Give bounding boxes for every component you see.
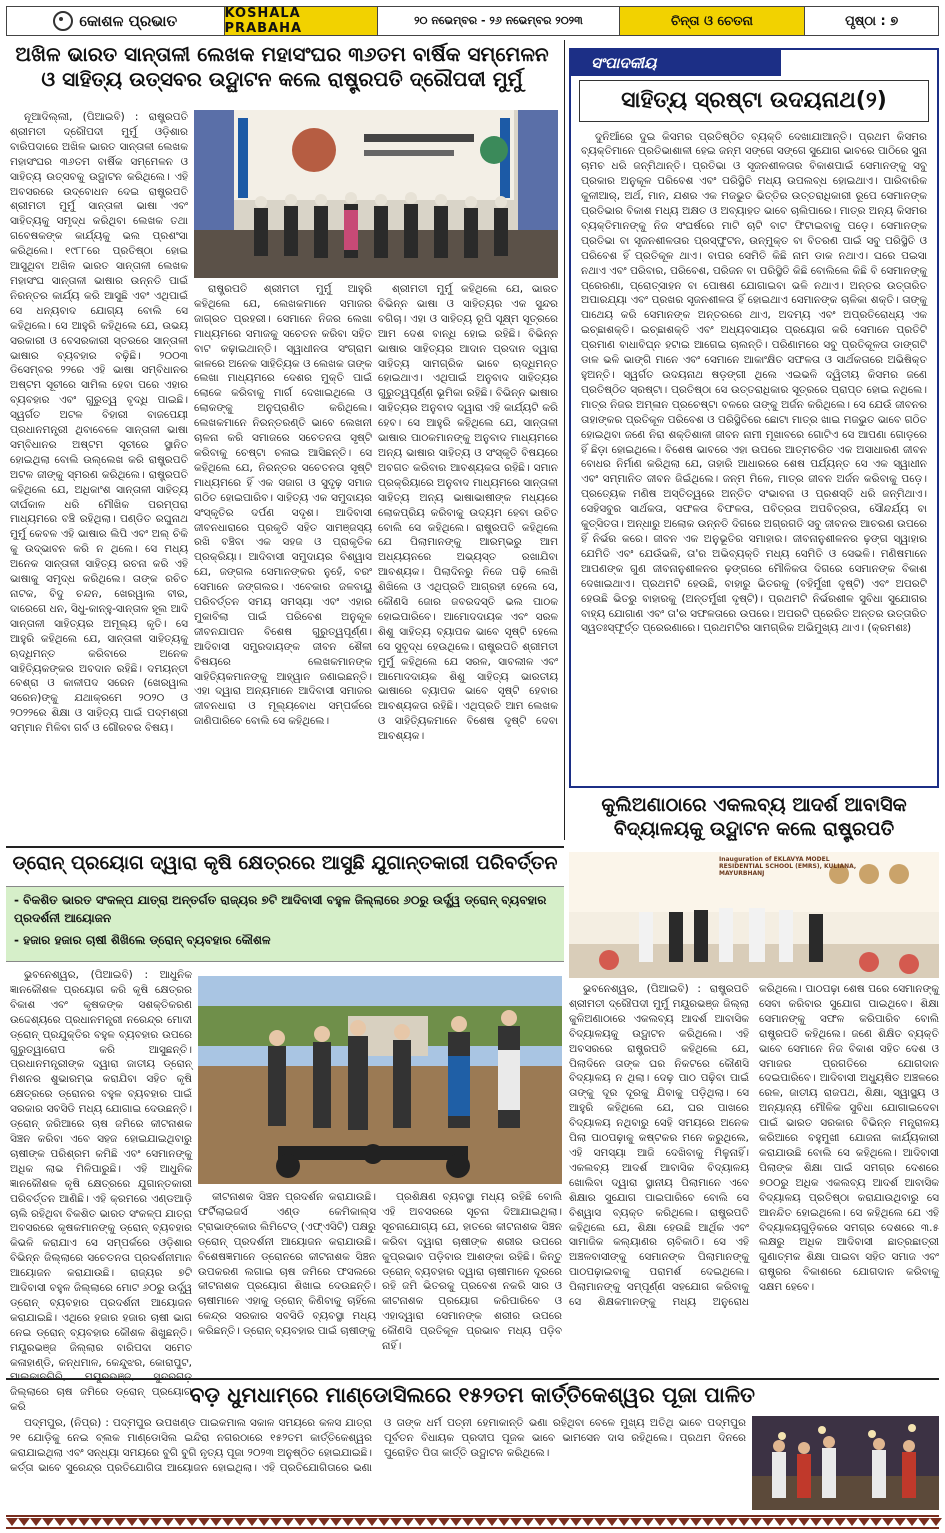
story1-headline: ଅଖିଳ ଭାରତ ସାନ୍ତାଳୀ ଲେଖକ ମହାସଂଘର ୩୬ତମ ବାର୍ଷିକ ସମ୍ମେଳନ ଓ ସାହିତ୍ୟ ଉତ୍ସବର ଉଦ୍ଘାଟନ କଲେ ରାଷ୍ଟ୍ରପତି ଦ୍ରୌପଦୀ ମୁର୍ମୁ (15, 42, 549, 91)
story3-bullet-1: - ବିକଶିତ ଭାରତ ସଂକଳ୍ପ ଯାତ୍ରା ଅନ୍ତର୍ଗତ ରାଜ୍ୟର ୭ଟି ଆଦିବାସୀ ବହୁଳ ଜିଲ୍ଲାରେ ୬୦ରୁ ଉର୍ଦ୍ଧ୍ୱ ଡ୍ରୋନ୍ ବ୍ୟବହାର ପ୍ରଦର୍ଶନୀ ଆୟୋଜନ (14, 893, 547, 925)
masthead-logo (7, 7, 225, 35)
story2-headline: କୁଲିଅଣାଠାରେ ଏକଲବ୍ୟ ଆଦର୍ଶ ଆବାସିକ ବିଦ୍ୟାଳୟକୁ ଉଦ୍ଘାଟନ କଲେ ରାଷ୍ଟ୍ରପତି (601, 794, 907, 840)
photo-banner-text: Inauguration of EKLAVYA MODEL RESIDENTIAL SCHOOL (EMRS), KULIANA, MAYURBHANJ (719, 856, 857, 878)
literary-festival-photo (194, 110, 558, 278)
editorial-box (569, 48, 939, 788)
story3-col2-text: କୀଟନାଶକ ସିଞ୍ଚନ ପ୍ରଦର୍ଶନ କରାଯାଉଛି। ଫର୍ଟିଲାଇଜର୍ସ ଏଣ୍ଡ କେମିକାଲ୍ସ ଟ୍ରାଭାଙ୍କୋର ଲିମିଟେଡ୍ (ଏଫ୍ଏସିଟି) ପକ୍ଷରୁ ଡ୍ରୋନ୍ ପ୍ରଦର୍ଶନୀ ଆୟୋଜନ କରାଯାଉଛି। ବିଶେଷଜ୍ଞମାନେ ଡ୍ରୋନରେ କୀଟନାଶକ ସିଞ୍ଚନ ଉପକରଣ ଲଗାଇ ଚାଷ ଜମିରେ ଫସଲରେ କୀଟନାଶକ ପ୍ରୟୋଗ ଶିଖାଇ ଦେଉଛନ୍ତି। ଚାଷୀମାନେ ଏହାକୁ ଡ୍ରୋନ୍ କିଣିବାକୁ ଚାହିଁଲେ କେନ୍ଦ୍ର ସରକାର ସବସିଡି ବ୍ୟବସ୍ଥା ମଧ୍ୟ କରିଛନ୍ତି। ଡ୍ରୋନ୍ ବ୍ୟବହାର ପାଇଁ ଚାଷୀଙ୍କୁ (198, 1191, 376, 1338)
story1-col2-text: ରାଷ୍ଟ୍ରପତି ଶ୍ରୀମତୀ ମୁର୍ମୁ ଆହୁରି କହିଥିଲେ ଯେ, ଲେଖକମାନେ ସମାଜର ଜାଗ୍ରତ ପ୍ରହରୀ। ସେମାନେ ନିଜର ଲେଖା ମାଧ୍ୟମରେ ସମାଜକୁ ସଚେତନ କରିବା ସହିତ ବାଟ କଢ଼ାଇଥାନ୍ତି। ସ୍ୱାଧୀନତା ସଂଗ୍ରାମ କାଳରେ ଅନେକ ସାହିତ୍ୟିକ ଓ ଲେଖକ ତାଙ୍କ ଲେଖା ମାଧ୍ୟମରେ ଦେଶର ମୁକ୍ତି ପାଇଁ ଲୋକେ କରିବାକୁ ମାର୍ଗ ଦେଖାଇଥିଲେ ଓ ଲୋକଙ୍କୁ ଅନୁପ୍ରାଣିତ କରିଥିଲେ। ଲେଖକମାନେ ନିରନ୍ତରଣ୍ତି ଭାବେ ଲେଖନୀ ଚାଳନା କରି ସମାଜରେ ସଚେତନତା ସୃଷ୍ଟି କରିବାକୁ ଚେଷ୍ଟା ଚଳାଇ ଆସିଛନ୍ତି। ସେ କହିଥିଲେ ଯେ, ନିରନ୍ତର ସଚେତନତା ସୃଷ୍ଟି ମାଧ୍ୟମରେ ହିଁ ଏକ ସଜାଗ ଓ ସୁଦୃଢ଼ ସମାଜ ଗଠିତ ହୋଇପାରିବ। ସାହିତ୍ୟ ଏକ ସମୁଦାୟର ସଂସ୍କୃତିର ଦର୍ପଣ ସଦୃଶ। ଆଦିବାସୀ ଜୀବନଧାରାରେ ପ୍ରକୃତି ସହିତ ସାମଞ୍ଜସ୍ୟ ରଖି ବଞ୍ଚିବା ଏକ ସହଜ ଓ ପ୍ରାକୃତିକ ପ୍ରକ୍ରିୟା। ଆଦିବାସୀ ସମୁଦାୟର ବିଶ୍ୱାସ ଯେ, ଜଙ୍ଗଲ ସେମାନଙ୍କର ନୁହେଁ, ବରଂ ସେମାନେ ଜଙ୍ଗଲର। ଏବେକାର ଜଳବାୟୁ ପରିବର୍ତ୍ତନ ସମୟ ସମସ୍ୟା ଏବଂ ଏହାର ମୁକାବିଲା ପାଇଁ ପରିବେଶ ଅନୁକୂଳ ଜୀବନଯାପନ ବିଶେଷ ଗୁରୁତ୍ୱପୂର୍ଣ୍ଣ। ଆଦିବାସୀ ସମ୍ପ୍ରଦାୟଙ୍କ ଜୀବନ ଶୈଳୀ ବିଷୟରେ ଲେଖକମାନଙ୍କ ସାହିତ୍ୟିକମାନଙ୍କୁ ଆହ୍ୱାନ ଜଣାଇଛନ୍ତି। ଏହା ଦ୍ୱାରା ଅନ୍ୟମାନେ ଆଦିବାସୀ ସମାଜର ଜୀବନଧାରା ଓ ମୂଲ୍ୟବୋଧ ସମ୍ପର୍କରେ ଜାଣିପାରିବେ ବୋଲି ସେ କହିଥିଲେ। (194, 283, 372, 728)
story1-column-3 (378, 282, 558, 840)
story2-body: ଭୁବନେଶ୍ୱର, (ପିଆଇବି) : ରାଷ୍ଟ୍ରପତି ଶ୍ରୀମତୀ ଦ୍ରୌପଦୀ ମୁର୍ମୁ ମୟୂରଭଞ୍ଜ ଜିଲ୍ଲା କୁଳିଅଣାଠାରେ ଏକଲବ୍ୟ ଆଦର୍ଶ ଆବାସିକ ବିଦ୍ୟାଳୟକୁ ଉଦ୍ଘାଟନ କରିଥିଲେ। ଏହି ଅବସରରେ ରାଷ୍ଟ୍ରପତି କହିଥିଲେ ଯେ, ପିଲାଦିନେ ତାଙ୍କ ଘର ନିକଟରେ କୌଣସି ବିଦ୍ୟାଳୟ ନ ଥିଲା। ଦେଢ଼ ପାଠ ପଢ଼ିବା ପାଇଁ ତାଙ୍କୁ ଦୂର ଦୂରକୁ ଯିବାକୁ ପଡ଼ିଥିଲା। ସେ ଆହୁରି କହିଥିଲେ ଯେ, ଘର ପାଖରେ ବିଦ୍ୟାଳୟ ନଥିବାରୁ ସେହି ସମୟରେ ଅନେକ ପିଲା ପାଠପଢ଼ାକୁ କଷ୍ଟକର ମନେ କରୁଥିଲେ, ଏହି ସମସ୍ୟା ଆଜି ଦେଖିବାକୁ ମିଳୁନାହିଁ। ଏକଲବ୍ୟ ଆଦର୍ଶ ଆବାସିକ ବିଦ୍ୟାଳୟ ଖୋଲିବା ଦ୍ୱାରା ସ୍ଥାନୀୟ ପିଲାମାନେ ଏବେ ଶିକ୍ଷାର ସୁଯୋଗ ପାଇପାରିବେ ବୋଲି ସେ ବିଶ୍ୱାସ ବ୍ୟକ୍ତ କରିଥିଲେ। ରାଷ୍ଟ୍ରପତି କହିଥିଲେ ଯେ, ଶିକ୍ଷା ହେଉଛି ଆର୍ଥିକ ଏବଂ ସାମାଜିକ କଲ୍ୟାଣର ଚାବିକାଠି। ସେ ଏହି ଅଞ୍ଚଳବାସୀଙ୍କୁ ସେମାନଙ୍କ ପିଲାମାନଙ୍କୁ ପାଠପଢ଼ାଇବାକୁ ପରାମର୍ଶ ଦେଇଥିଲେ। ପିଲାମାନଙ୍କୁ ସମ୍ପୂର୍ଣ୍ଣ ସହଯୋଗ କରିବାକୁ ସେ ଶିକ୍ଷକମାନଙ୍କୁ ମଧ୍ୟ ଅନୁରୋଧ କରିଥିଲେ। ପାଠପଢ଼ା ଶେଷ ପରେ ସେମାନଙ୍କୁ ସେବା କରିବାର ସୁଯୋଗ ପାଇଥିବେ। ଶିକ୍ଷା ସେମାନଙ୍କୁ ସଫଳ କରିପାରିବ ବୋଲି ରାଷ୍ଟ୍ରପତି କହିଥିଲେ। ଜଣେ ଶିକ୍ଷିତ ବ୍ୟକ୍ତି ଭାବେ ସେମାନେ ନିଜ ବିକାଶ ସହିତ ଦେଶ ଓ ସମାଜର ପ୍ରଗତିରେ ଯୋଗଦାନ ଦେଇପାରିବେ। ଆଦିବାସୀ ଅଧ୍ୟୁଷିତ ଅଞ୍ଚଳରେ ରେଳ, ଜାତୀୟ ରାଜପଥ, ଶିକ୍ଷା, ସ୍ୱାସ୍ଥ୍ୟ ଓ ଅନ୍ୟାନ୍ୟ ମୌଳିକ ସୁବିଧା ଯୋଗାଇଦେବା ପାଇଁ ଭାରତ ସରକାର ବିଭିନ୍ନ ମନ୍ତ୍ରାଳୟ କରିଆରେ ବହୁମୁଖୀ ଯୋଜନା କାର୍ଯ୍ୟକାରୀ କରାଯାଉଛି ବୋଲି ସେ କହିଥିଲେ। ଆଦିବାସୀ ପିଲାଙ୍କ ଶିକ୍ଷା ପାଇଁ ସମଗ୍ର ଦେଶରେ ୭୦୦ରୁ ଅଧିକ ଏକଲବ୍ୟ ଆଦର୍ଶ ଆବାସିକ ବିଦ୍ୟାଳୟ ପ୍ରତିଷ୍ଠା କରାଯାଉଥିବାରୁ ସେ ଆନନ୍ଦିତ ହୋଇଥିଲେ। ସେ କହିଥିଲେ ଯେ ଏହି ବିଦ୍ୟାଳୟଗୁଡ଼ିକରେ ସମଗ୍ର ଦେଶରେ ୩.୫ ଲକ୍ଷରୁ ଅଧିକ ଆଦିବାସୀ ଛାତ୍ରଛାତ୍ରୀ ଗୁଣାତ୍ମକ ଶିକ୍ଷା ପାଇବା ସହିତ ସମାଜ ଏବଂ ରାଷ୍ଟ୍ରର ବିକାଶରେ ଯୋଗଦାନ କରିବାକୁ ସକ୍ଷମ ହେବେ। (569, 983, 939, 1309)
section-rule (6, 846, 564, 848)
english-name: KOSHALA PRABAHA (225, 7, 379, 35)
editorial-body: ଦୁନିଆଁରେ ଦୁଇ କିସମର ପ୍ରତିଷ୍ଠିତ ବ୍ୟକ୍ତି ଦେଖାଯାଆନ୍ତି। ପ୍ରଥମ କିସମର ବ୍ୟକ୍ତିମାନେ ପ୍ରତିଭାଶାଳୀ ହେଇ ଜନ୍ମ ସଙ୍ଗେ ସଙ୍ଗେ ସୁଯୋଗ ଭାବରେ ପାଠିରେ ସୁନା ଚାମଚ ଧରି ଜନ୍ମିଥାନ୍ତି। ପ୍ରତିଭା ଓ ସୃଜନଶୀଳତାର ବିକାଶପାଇଁ ସେମାନଙ୍କୁ ସବୁ ପ୍ରକାର ଅନୁକୂଳ ପରିବେଶ ଏବଂ ପରିସ୍ଥିତି ମଧ୍ୟ ଉପଲବ୍ଧ ହୋଇଥାଏ। ପାରିବାରିକ କୁଳୀଆର୍, ଅର୍ଥ, ମାନ, ଯଶର ଏକ ମଜଭୁତ ଭିତ୍ତିର ଉତ୍ତରାଧିକାରୀ ରୂପେ ସେମାନଙ୍କ ପ୍ରତିଭାର ବିକାଶ ମଧ୍ୟ ଅକ୍ଷତ ଓ ଅବ୍ୟାହତ ଭାବେ ଚାଲିପାରେ। ମାତ୍ର ଅନ୍ୟ କିସମର ବ୍ୟକ୍ତିମାନଙ୍କୁ ନିଜ ସଂଘର୍ଷରେ ମାଟି ଚାଟି ବାଟ ଫିଟାଇବାକୁ ପଡ଼େ। ସେମାନଙ୍କ ପ୍ରତିଭା ବା ସୃଜନଶୀଳତାର ପ୍ରସ୍ଫୁଟନ, ଉନ୍ମୁକ୍ତ ବା ବିତରଣ ପାଇଁ ସବୁ ପରିସ୍ଥିତି ଓ ପରିବେଶ ହିଁ ପ୍ରତିକୂଳ ଥାଏ। ବାପର ସେମିତି କିଛି ନାମ ଡାକ ନଥାଏ। ଘରେ ପଇସା ନଥାଏ ଏବଂ ପରିବାର, ପରିବେଶ, ପରିଜନ ବା ପରିସ୍ଥିତି କିଛି ବୋଲିଲେ କିଛି ବି ସେମାନଙ୍କୁ ପ୍ରେରଣା, ପ୍ରୋତ୍ସାହନ ବା ପୋଷଣ ଯୋଗାଇବା ଭଳି ନଥାଏ। ଅନ୍ତର ଉତ୍ତାରିତ ଅପାରଯ୍ୟା ଏବଂ ପ୍ରଖର ସୃଜନଶୀଳତା ହିଁ ହୋଇଥାଏ ସେମାନଙ୍କ ଚାଳିକା ଶକ୍ତି। ତାଙ୍କୁ ପାଥେୟ କରି ସେମାନଙ୍କ ଅନ୍ତରରେ ଥାଏ, ଅଦମ୍ୟ ଏବଂ ଅପ୍ରତିରୋଧ୍ୟ ଏକ ଇଚ୍ଛାଶକ୍ତି। ଇଚ୍ଛାଶକ୍ତି ଏବଂ ଅଧ୍ୟବସାୟର ପ୍ରୟୋଗ କରି ସେମାନେ ପ୍ରତିଟି ପ୍ରମାଣ ବାଧାବିଘ୍ନ ହଟାଇ ଆଗେଇ ଚାଲନ୍ତି। ପରିଣାମରେ ସବୁ ପ୍ରତିକୂଳତା ଡାଙ୍ଗଟି ଡାଳ ଭଳି ଭାଙ୍ଗି ମାନେ ଏବଂ ସେମାନେ ଆକାଂକ୍ଷିତ ସଫଳତା ଓ ସାର୍ଥକତାରେ ଅଭିଷିକ୍ତ ହୁଅନ୍ତି। ସ୍ୱର୍ଗତ ଉଦୟନାଥ ଷଡ଼ଙ୍ଗୀ ଥିଲେ ଏଇଭଳି ଦ୍ୱିତୀୟ କିସମର ଜଣେ ପ୍ରତିଷ୍ଠିତ ସ୍ରଷ୍ଟା। ପ୍ରତିଷ୍ଠା ସେ ଉତ୍ତରାଧିକାର ସୂତ୍ରରେ ପ୍ରାପ୍ତ ହୋଇ ନଥିଲେ। ମାତ୍ର ନିଜର ଅମ୍ଳାନ ପ୍ରଚେଷ୍ଟା ବଳରେ ତାଙ୍କୁ ଅର୍ଜନ କରିଥିଲେ। ସେ ଯେଉଁ ଜୀବନର ତାହାଙ୍କର ପ୍ରତିକୂଳ ପରିବେଶ ଓ ପରିସ୍ଥିତିରେ ଛୋଟା ମାତ୍ର ଖାଇ ମଜଭୁତ ଭାବେ ଗଠିତ ହୋଇଥିବା ଜଣେ ନିରା ଶକ୍ତିଶାଳୀ ଜୀବନ ନାମୀ ମୂଖାବରେ ଗୋଟିଏ ସେ ଆପଣା ଗୋଡ଼ରେ ହିଁ ଛିଡ଼ା ହୋଇଥିଲେ। ବିଶେଷ ଭାବରେ ଏହା ଉପରେ ଆତ୍ମଚରିତ ଏକ ଅସାଧାରଣ ଜୀବନ ବୋଧର ନିର୍ମାଣ କରିଥିଲା ଯେ, ତାହାରି ଆଧାରରେ ଶେଷ ପର୍ଯ୍ୟନ୍ତ ସେ ଏକ ସ୍ୱାଧୀନ ଏବଂ ସମ୍ମାନିତ ଜୀବନ ଜିଇଁଥିଲେ। ଜନ୍ମ ମିଳେ, ମାତ୍ର ଜୀବନ ଅର୍ଜନ କରିବାକୁ ପଡ଼େ। ପ୍ରତ୍ୟେକ ମଣିଷ ଅସ୍ତିତ୍ୱରେ ଅନ୍ତିତ ସଂଭାବନା ଓ ପ୍ରଶସ୍ତି ଧରି ଜନ୍ମିଥାଏ। ସେହିସବୁର ସାର୍ଥକତା, ସଫଳତା ବିଫଳତା, ପବିତ୍ରତା ଅପବିତ୍ରତା, ସୌନ୍ଦର୍ଯ୍ୟ ବା କୁତ୍ସିତତା। ଅନ୍ଧାରୁ ଅଲୋକ ଉନ୍ନତି ଦିଗରେ ଅଗ୍ରଗତି ସବୁ ଜୀବନର ଆଚରଣ ଉପରେ ହିଁ ନିର୍ଭର କରେ। ଜୀବନ ଏକ ଅନୁଭୂତିର ସମାହାର। ଜୀବନାନୁଶୀଳନର ଢ଼ଙ୍ଗ ସ୍ୱାହାର ଯେମିତି ଏବଂ ଯେଉଁଭଳି, ତା'ର ଅଭିବ୍ୟକ୍ତି ମଧ୍ୟ ସେମିତି ଓ ସେଭଳି। ମଣିଷମାନେ ଆପଣଙ୍କ ଗୁଣ ଜୀବନାନୁଶୀଳନର ଢ଼ଙ୍ଗରେ ମୌଳିକତା ଦିଗରେ ସେମାନଙ୍କ ବିକାଶ ଦେଖାଇଥାଏ। ପ୍ରଥମଟି ହେଉଛି, ବାହାରୁ ଭିତରକୁ (ବହିର୍ମୁଖୀ ଦୃଷ୍ଟି) ଏବଂ ଅପରଟି ହେଉଛି ଭିତରୁ ବାହାରକୁ (ଅନ୍ତର୍ମୁଖୀ ଦୃଷ୍ଟି)। ପ୍ରଥମଟି ନିର୍ଭରଶୀଳ ସୁବିଧା ସୁଯୋଗର ବାହ୍ୟ ଯୋଗାଣ ଏବଂ ତା'ର ସଫଳତାରେ ଉପରେ। ଅପରଟି ପ୍ରେରିତ ଅନ୍ତର ଉତ୍ତାରିତ ସ୍ୱତଃସ୍ଫୂର୍ତ୍ତ ପ୍ରେରଣାରେ। ପ୍ରଥମଟିର ସାମଗ୍ରିକ ଅଭିମୁଖ୍ୟ ଥାଏ। (କ୍ରମଶଃ) (581, 130, 927, 635)
story4-headline: ବଡ଼ ଧୁମଧାମ୍‌ରେ ମାଣ୍ଡୋସିଲରେ ୧୫୨ତମ କାର୍ତ୍ତିକେଶ୍ୱର ପୂଜା ପାଳିତ (190, 1383, 755, 1407)
story1-col3-text: ଶ୍ରୀମତୀ ମୁର୍ମୁ କହିଥିଲେ ଯେ, ଭାରତ ବିଭିନ୍ନ ଭାଷା ଓ ସାହିତ୍ୟର ଏକ ସୁନ୍ଦର ବଗିଚା। ଏହା ଓ ସାହିତ୍ୟ ରୂପି ସୂକ୍ଷ୍ମ ସୂତ୍ରରେ ଆମ ଦେଶ ବାନ୍ଧି ହୋଇ ରହିଛି। ବିଭିନ୍ନ ଭାଷାର ସାହିତ୍ୟର ଆଦାନ ପ୍ରଦାନ ଦ୍ୱାରା ସାହିତ୍ୟ ସାମଗ୍ରିକ ଭାବେ ଋଦ୍ଧିମନ୍ତ ହୋଇଥାଏ। ଏଥିପାଇଁ ଅନୁବାଦ ସାହିତ୍ୟର ଗୁରୁତ୍ୱପୂର୍ଣ୍ଣ ଭୂମିକା ରହିଛି। ବିଭିନ୍ନ ଭାଷାର ସାହିତ୍ୟର ଅନୁବାଦ ଦ୍ୱାରା ଏହି କାର୍ଯ୍ୟଟି କରି ହେବ। ସେ ଆହୁରି କହିଥିଲେ ଯେ, ସାନ୍ତାଳୀ ଭାଷାର ପାଠକମାନଙ୍କୁ ଅନୁବାଦ ମାଧ୍ୟମରେ ଅନ୍ୟ ଭାଷାର ସାହିତ୍ୟ ଓ ସଂସ୍କୃତି ବିଷୟରେ ଅବଗତ କରିବାର ଆବଶ୍ୟକତା ରହିଛି। ସମାନ ପ୍ରକ୍ରିୟାରେ ଅନୁବାଦ ମାଧ୍ୟମରେ ସାନ୍ତାଳୀ ସାହିତ୍ୟ ଅନ୍ୟ ଭାଷାଭାଷୀଙ୍କ ମଧ୍ୟରେ ଲୋକପ୍ରିୟ କରିବାକୁ ଉଦ୍ୟମ ହେବା ଉଚିତ ବୋଲି ସେ କହିଥିଲେ। ରାଷ୍ଟ୍ରପତି କହିଥିଲେ ଯେ ପିଲାମାନଙ୍କୁ ଆରମ୍ଭରୁ ଆମ ଅଧ୍ୟୟନରେ ଅଭ୍ୟସ୍ତ ରଖାଯିବା ଆବଶ୍ୟକ। ପିଲାଦିନରୁ ନିଜେ ପଢ଼ି ଲେଖି ଶିଖିଲେ ଓ ଏଥିପ୍ରତି ଆଗ୍ରହୀ ହେଲେ ସେ, କୌଣସି ଜୋର ଜବରଦସ୍ତି ଭଲ ପାଠକ ହୋଇପାରିବେ। ଆମୋଦଦାୟକ ଏବଂ ସରଳ ଶିଶୁ ସାହିତ୍ୟ ବ୍ୟାପକ ଭାବେ ସୃଷ୍ଟି ହେଲେ ସେ ସୁବୃଦ୍ଧ ହେଉଥିଲେ। ରାଷ୍ଟ୍ରପତି ଶ୍ରୀମତୀ ମୁର୍ମୁ କହିଥିଲେ ଯେ ସରଳ, ସାବଲୀଳ ଏବଂ ଆମୋଦଦାୟକ ଶିଶୁ ସାହିତ୍ୟ ଭାରତୀୟ ଭାଷାରେ ବ୍ୟାପକ ଭାବେ ସୃଷ୍ଟି ହେବାର ଆବଶ୍ୟକତା ରହିଛି। ଏଥିପ୍ରତି ଆମ ଲେଖକ ଓ ସାହିତ୍ୟିକମାନେ ବିଶେଷ ଦୃଷ୍ଟି ଦେବା ଆବଶ୍ୟକ। (378, 283, 558, 743)
column-divider (564, 40, 565, 840)
puja-event-photo (752, 1416, 939, 1510)
story1-column-1 (10, 110, 188, 840)
issue-date: ୨୦ ନଭେମ୍ବର - ୨୬ ନଭେମ୍ବର ୨୦୨୩ (378, 7, 619, 35)
section-name: ଚିନ୍ତା ଓ ଚେତନା (620, 7, 806, 35)
story1-col1-text: ନୂଆଦିଲ୍ଲୀ, (ପିଆଇବି) : ରାଷ୍ଟ୍ରପତି ଶ୍ରୀମତୀ ଦ୍ରୌପଦୀ ମୁର୍ମୁ ଓଡ଼ିଶାର ବାରିପଦାରେ ଅଖିଳ ଭାରତ ସାନ୍ତାଳୀ ଲେଖକ ମହାସଂଘର ୩୬ତମ ବାର୍ଷିକ ସମ୍ମେଳନ ଓ ସାହିତ୍ୟ ଉତ୍ସବକୁ ଉଦ୍ଘାଟନ କରିଥିଲେ। ଏହି ଅବସରରେ ଉଦ୍ବୋଧନ ଦେଇ ରାଷ୍ଟ୍ରପତି ଶ୍ରୀମତୀ ମୁର୍ମୁ ସାନ୍ତାଳୀ ଭାଷା ଏବଂ ସାହିତ୍ୟକୁ ସମୃଦ୍ଧ କରିଥିବା ଲେଖକ ତଥା ଗବେଷକଙ୍କ କାର୍ଯ୍ୟକୁ ଭଲ ପ୍ରଶଂସା କରିଥିଲେ। ୧୯୮୮ରେ ପ୍ରତିଷ୍ଠା ହୋଇ ଆସୁଥିବା ଅଖିଳ ଭାରତ ସାନ୍ତାଳୀ ଲେଖକ ମହାସଂଘ ସାନ୍ତାଳୀ ଭାଷାର ଉନ୍ନତି ପାଇଁ ନିରନ୍ତର କାର୍ଯ୍ୟ କରି ଆସୁଛି ଏବଂ ଏଥିପାଇଁ ସେ ଧନ୍ୟବାଦ ଯୋଗ୍ୟ ବୋଲି ସେ କହିଥିଲେ। ସେ ଆହୁରି କହିଥିଲେ ଯେ, ଉଭୟ ସରକାରୀ ଓ ବେସରକାରୀ ସ୍ତରରେ ସାନ୍ତାଳୀ ଭାଷାର ବ୍ୟବହାର ବଢ଼ିଛି। ୨୦୦୩ ଡିସେମ୍ବର ୨୨ରେ ଏହି ଭାଷା ସମ୍ବିଧାନର ଅଷ୍ଟମ ସୂଚୀରେ ସାମିଲ ହେବା ପରେ ଏହାର ବ୍ୟବହାର ଏବଂ ଗୁରୁତ୍ୱ ବୃଦ୍ଧି ପାଇଛି। ସ୍ୱର୍ଗତ ଅଟଳ ବିହାରୀ ବାଜପେୟୀ ପ୍ରଧାନମନ୍ତ୍ରୀ ଥିବାବେଳେ ସାନ୍ତାଳୀ ଭାଷା ସମ୍ବିଧାନର ଅଷ୍ଟମ ସୂଚୀରେ ସ୍ଥାନିତ ହୋଇଥିଲା ବୋଲି ଉଲ୍ଲେଖ କରି ରାଷ୍ଟ୍ରପତି ଅଟଳ ଜୀଙ୍କୁ ସ୍ମରଣ କରିଥିଲେ। ରାଷ୍ଟ୍ରପତି କହିଥିଲେ ଯେ, ଅଧିକାଂଶ ସାନ୍ତାଳୀ ସାହିତ୍ୟ ଦୀର୍ଘକାଳ ଧରି ମୌଖିକ ପରମ୍ପରା ମାଧ୍ୟମରେ ବଞ୍ଚି ରହିଥିଲା। ପଣ୍ଡିତ ରଘୁନାଥ ମୁର୍ମୁ କେବଳ ଏହି ଭାଷାର ଲିପି ଏବଂ ଅଲ୍ ଚିକି କୁ ଉଦ୍ଭାବନ କରି ନ ଥିଲେ। ସେ ମଧ୍ୟ ଅନେକ ସାନ୍ତାଳୀ ସାହିତ୍ୟ ରଚନା କରି ଏହି ଭାଷାକୁ ସମୃଦ୍ଧ କରିଥିଲେ। ତାଙ୍କ ରଚିତ ନାଟକ, ବିଦୁ ଚନ୍ଦନ, ଖେରୱାଲ ବୀର, ଦାରେଗେ ଧନ, ସିଧୁ-କାନ୍ହୁ-ସାନ୍ତାଳ ହୂଲ ଆଦି ସାନ୍ତାଳୀ ସାହିତ୍ୟର ଅମୂଲ୍ୟ କୃତି। ସେ ଆହୁରି କହିଥିଲେ ଯେ, ସାନ୍ତାଳୀ ସାହିତ୍ୟକୁ ଋଦ୍ଧିମନ୍ତ କରିବାରେ ଅନେକ ସାହିତ୍ୟିକଙ୍କର ଅବଦାନ ରହିଛି। ଦମୟନ୍ତୀ ବେଶ୍ରା ଓ କାଳୀପଦ ସରେନ (ଖେରୱାଲ ସରେନ)ଙ୍କୁ ଯଥାକ୍ରମେ ୨୦୨୦ ଓ ୨୦୨୨ରେ ଶିକ୍ଷା ଓ ସାହିତ୍ୟ ପାଇଁ ପଦ୍ମଶ୍ରୀ ସମ୍ମାନ ମିଳିବା ଗର୍ବ ଓ ଗୌରବର ବିଷୟ। (10, 111, 188, 735)
drone-demo-photo (198, 976, 562, 1184)
page-number: ପୃଷ୍ଠା : ୭ (845, 13, 899, 29)
newspaper-logo-icon (53, 11, 73, 31)
story3-photo (198, 976, 562, 1184)
story4-photo (752, 1416, 939, 1510)
footer-border (6, 1514, 939, 1528)
logo-text: କୋଶଳ ପ୍ରଭାତ (79, 12, 178, 30)
story3-column-3 (382, 1190, 562, 1374)
story1-column-2 (194, 282, 372, 840)
editorial-body-wrap (571, 126, 937, 786)
story2-photo (569, 852, 939, 978)
story3-highlights (6, 886, 564, 962)
story2-body-wrap (569, 982, 939, 1374)
editorial-headline: ସାହିତ୍ୟ ସ୍ରଷ୍ଟା ଉଦୟନାଥ(୨) (579, 80, 929, 122)
story1-photo (194, 110, 558, 278)
section-rule-2 (6, 1378, 939, 1380)
story3-column-1 (10, 968, 192, 1414)
masthead (6, 6, 939, 36)
story4-body-wrap (10, 1416, 746, 1510)
story3-headline: ଡ୍ରୋନ୍ ପ୍ରୟୋଗ ଦ୍ୱାରା କୃଷି କ୍ଷେତ୍ରରେ ଆସୁଛି ଯୁଗାନ୍ତକାରୀ ପରିବର୍ତ୍ତନ (12, 852, 558, 874)
story3-col3-text: ପ୍ରଶିକ୍ଷଣ ବ୍ୟବସ୍ଥା ମଧ୍ୟ ରହିଛି ବୋଲି ଏହି ଅବସରରେ ସୂଚନା ଦିଆଯାଇଥିଲା। ସୂଚନାଯୋଗ୍ୟ ଯେ, ହାତରେ କୀଟନାଶକ ସିଞ୍ଚନ କରିବା ଦ୍ୱାରା ଚାଷୀଙ୍କ ଶରୀର ଉପରେ କୁପ୍ରଭାବ ପଡ଼ିବାର ଆଶଙ୍କା ରହିଛି। କିନ୍ତୁ ଡ୍ରୋନ୍ ବ୍ୟବହାର ଦ୍ୱାରା ଚାଷୀମାନେ ଦୂରରେ ରହି ଜମି ଭିତରକୁ ପ୍ରବେଶ ନକରି ସାର ଓ କୀଟନାଶକ ପ୍ରୟୋଗ କରିପାରିବେ ଓ ଏହାଦ୍ୱାରା ସେମାନଙ୍କ ଶରୀର ଉପରେ କୌଣସି ପ୍ରତିକୂଳ ପ୍ରଭାବ ମଧ୍ୟ ପଡ଼ିବ ନାହିଁ। (382, 1191, 562, 1353)
story3-bullet-2: - ହଜାର ହଜାର ଚାଷୀ ଶିଖିଲେ ଡ୍ରୋନ୍ ବ୍ୟବହାର କୌଶଳ (14, 933, 271, 947)
decorative-border-icon (6, 1515, 939, 1529)
story4-body: ପଦ୍ମପୁର, (ନିପ୍ର) : ପଦ୍ମପୁର ଉପଖଣ୍ଡ ପାଇକମାଲ ସକାଳ ସମୟରେ କଳସ ଯାତ୍ରା ୨୧ ଯୋଡ଼ିକୁ ନେଇ ବ୍ଲକ ମାଣ୍ଡୋସିଲ ଇନ୍ଦିରା ନଗରଠାରେ ୧୫୨ତମ କାର୍ତ୍ତିକେଶ୍ୱର କରାଯାଇଥିଲା ଏବଂ ସନ୍ଧ୍ୟା ସମୟରେ ବୁଗି ବୁଗି ନୃତ୍ୟ ପୂଜା ୨୦୨୩ ଅନୁଷ୍ଠିତ ହୋଇଯାଇଛି। କର୍ତ୍ତା ଭାବେ ସୁରେନ୍ଦ୍ର ପ୍ରତିଯୋଗିତା ଆୟୋଜନ ହୋଇଥିଲା। ଏହି ପ୍ରତିଯୋଗିତାରେ ଭଣା ଓ ତାଙ୍କ ଧର୍ମ ପତ୍ନୀ ହେମାକାନ୍ତି ଭଣା ରହିଥିବା ବେଳେ ମୁଖ୍ୟ ଅତିଥି ଭାବେ ପଦ୍ମପୁର ପୂର୍ବତନ ବିଧାୟକ ପ୍ରଦୀପ ପୂଜକ ଭାବେ ଭାମସେନ ଦାସ ରହିଥିଲେ। ପ୍ରଥମ ଦିନରେ ପୁରୋହିତ ପିତା କାର୍ତ୍ତି ଉଦ୍ଘାଟନ କରିଥିଲେ। (10, 1417, 746, 1474)
editorial-tag: ସଂପାଦକୀୟ (571, 50, 781, 76)
story3-column-2 (198, 1190, 376, 1374)
story3-col1-text: ଭୁବନେଶ୍ୱର, (ପିଆଇବି) : ଆଧୁନିକ ଜ୍ଞାନକୌଶଳ ପ୍ରୟୋଗ କରି କୃଷି କ୍ଷେତ୍ରର ବିକାଶ ଏବଂ କୃଷକଙ୍କ ସଶକ୍ତିକରଣ ଉଦ୍ଦେଶ୍ୟରେ ପ୍ରଧାନମନ୍ତ୍ରୀ ନରେନ୍ଦ୍ର ମୋଦୀ ଡ୍ରୋନ୍ ପ୍ରଯୁକ୍ତିର ବହୁଳ ବ୍ୟବହାର ଉପରେ ଗୁରୁତ୍ୱାରୋପ କରି ଆସୁଛନ୍ତି। ପ୍ରଧାନମନ୍ତ୍ରୀଙ୍କ ଦ୍ୱାରା ଜାତୀୟ ଡ୍ରୋନ୍ ମିଶନର ଶୁଭାରମ୍ଭ କରାଯିବା ସହିତ କୃଷି କ୍ଷେତ୍ରରେ ଡ୍ରୋନର ବହୁଳ ବ୍ୟବହାର ପାଇଁ ସରକାର ସବସିଡି ମଧ୍ୟ ଯୋଗାଇ ଦେଉଛନ୍ତି। ଡ୍ରୋନ୍ ଜରିଆରେ ଚାଷ ଜମିରେ କୀଟନାଶକ ସିଞ୍ଚନ କରିବା ଏବେ ସହଜ ହୋଇଯାଇଥିବାରୁ ଚାଷୀଙ୍କ ପରିଶ୍ରମ କମିଛି ଏବଂ ସେମାନଙ୍କୁ ଅଧିକ ଲାଭ ମିଳିପାରୁଛି। ଏହି ଆଧୁନିକ ଜ୍ଞାନକୌଶଳ କୃଷି କ୍ଷେତ୍ରରେ ଯୁଗାନ୍ତକାରୀ ପରିବର୍ତ୍ତନ ଆଣିଛି। ଏହି କ୍ରମରେ ଏଣ୍ଡଆଡ଼ି ଚାଲି ରହିଥିବା ବିକଶିତ ଭାରତ ସଂକଳ୍ପ ଯାତ୍ରା ଅବସରରେ କୃଷକମାନଙ୍କୁ ଡ୍ରୋନ୍ ବ୍ୟବହାର କିଭଳି କରାଯାଏ ସେ ସମ୍ପର୍କରେ ଓଡ଼ିଶାର ବିଭିନ୍ନ ଜିଲ୍ଲାରେ ସଚେତନତା ପ୍ରଦର୍ଶନୀମାନ ଆୟୋଜନ କରାଯାଉଛି। ରାଜ୍ୟର ୭ଟି ଆଦିବାସୀ ବହୁଳ ଜିଲ୍ଲାରେ ମୋଟ ୬୦ରୁ ଉର୍ଦ୍ଧ୍ୱ ଡ୍ରୋନ୍ ବ୍ୟବହାର ପ୍ରଦର୍ଶନୀ ଆୟୋଜନ କରାଯାଇଛି। ଏଥିରେ ହଜାର ହଜାର ଚାଷୀ ଭାଗ ନେଇ ଡ୍ରୋନ୍ ବ୍ୟବହାର କୌଶଳ ଶିଖୁଛନ୍ତି। ମୟୂରଭଞ୍ଜ ଜିଲ୍ଲାର ବାରିପଦା ସମେତ କଳାହାଣ୍ଡି, କନ୍ଧମାଳ, କେନ୍ଦୁଝର, କୋରାପୁଟ, ଜିଲ୍ଲାରେ ଚାଷ ଜମିରେ ଡ୍ରୋନ୍ ପ୍ରୟୋଗ କରି (10, 969, 192, 1414)
